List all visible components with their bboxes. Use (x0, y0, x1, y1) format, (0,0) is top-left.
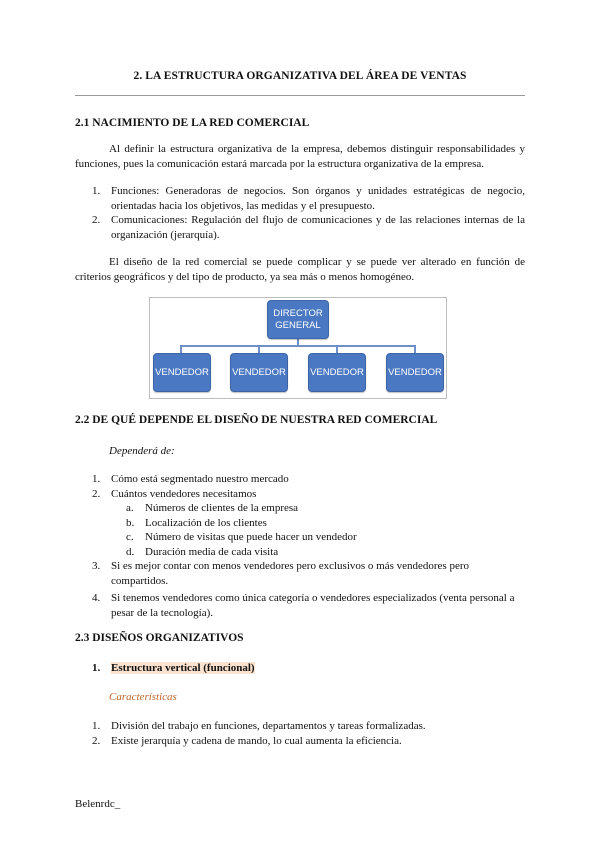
list-item-text: División del trabajo en funciones, departamentos y tareas formalizadas. (111, 720, 426, 732)
section-2-3-subheading (92, 661, 525, 676)
list-item-number: 3. (92, 560, 101, 572)
list-item-number: 4. (92, 592, 101, 604)
org-chart (149, 297, 447, 399)
connector-line (180, 345, 182, 353)
sub-list-item (126, 530, 525, 545)
list-item (92, 719, 525, 734)
list-item-number: 2. (92, 214, 101, 226)
sub-list-item-letter: d. (126, 545, 135, 558)
sub-list-item-text: Duración media de cada visita (145, 545, 279, 558)
list-item-text: Funciones: Generadoras de negocios. Son órganos y unidades estratégicas de negocio, orientadas hacia los objetivos, las medidas y el presupuesto. (111, 185, 525, 212)
connector-line (258, 345, 260, 353)
caracteristicas-label: Características (109, 691, 177, 703)
sub-list-item-letter: c. (126, 531, 134, 543)
section-heading-2-1: 2.1 NACIMIENTO DE LA RED COMERCIAL (75, 117, 310, 129)
org-box-vendedor: VENDEDOR (230, 353, 288, 392)
list-item (92, 661, 525, 676)
list-item-number: 1. (92, 473, 101, 485)
sub-list-item-text: Localización de los clientes (145, 516, 267, 529)
org-box-vendedor: VENDEDOR (153, 353, 211, 392)
list-item (92, 591, 525, 620)
list-item (92, 734, 525, 749)
list-item-text: Comunicaciones: Regulación del flujo de comunicaciones y de las relaciones internas de la organización (jerarquía). (111, 214, 525, 241)
list-item (92, 213, 525, 242)
connector-line (414, 345, 416, 353)
list-item-number: 2. (92, 487, 101, 500)
section-2-1-paragraph: El diseño de la red comercial se puede complicar y se puede ver alterado en función de criterios geográficos y del tipo de producto, ya sea más o menos homogéneo. (75, 256, 525, 283)
list-item-text: Si es mejor contar con menos vendedores pero exclusivos o más vendedores pero compartidos. (111, 560, 470, 587)
highlighted-subheading: Estructura vertical (funcional) (111, 662, 255, 674)
sub-list-item (126, 545, 525, 560)
list-item (92, 559, 525, 588)
list-item-text: Existe jerarquía y cadena de mando, lo cual aumenta la eficiencia. (111, 734, 402, 747)
sub-list-item-letter: b. (126, 516, 135, 529)
list-item-number: 1. (92, 185, 101, 197)
section-heading-2-3: 2.3 DISEÑOS ORGANIZATIVOS (75, 632, 244, 644)
list-item-number: 1. (92, 720, 101, 732)
list-item-text: Cómo está segmentado nuestro mercado (111, 473, 289, 485)
section-2-1-intro: Al definir la estructura organizativa de la empresa, debemos distinguir responsabilidades y funciones, pues la comunicación estará marcada por la estructura organizativa de la empresa. (75, 143, 525, 170)
sub-list-item-text: Números de clientes de la empresa (145, 502, 299, 514)
list-item-text: Cuántos vendedores necesitamos (111, 487, 257, 500)
list-item-number: 2. (92, 734, 101, 747)
list-item (92, 184, 525, 213)
section-heading-2-2: 2.2 DE QUÉ DEPENDE EL DISEÑO DE NUESTRA RED COMERCIAL (75, 414, 438, 426)
document-title: 2. LA ESTRUCTURA ORGANIZATIVA DEL ÁREA DE VENTAS (133, 70, 467, 82)
list-item-text: Si tenemos vendedores como única categoría o vendedores especializados (venta personal a pesar de la tecnología). (111, 592, 515, 619)
section-2-2-list (92, 472, 525, 620)
connector-line (180, 345, 416, 347)
sub-list-item-letter: a. (126, 502, 134, 514)
org-box-vendedor: VENDEDOR (386, 353, 444, 392)
list-item (92, 472, 525, 487)
sub-list (92, 501, 525, 559)
org-box-director: DIRECTOR GENERAL (267, 300, 329, 339)
section-2-2-intro: Dependerá de: (109, 445, 175, 457)
sub-list-item (126, 501, 525, 516)
connector-line (336, 345, 338, 353)
list-item (92, 487, 525, 502)
section-2-3-list (92, 719, 525, 748)
title-divider (75, 95, 525, 96)
sub-list-item-text: Número de visitas que puede hacer un vendedor (145, 531, 357, 543)
sub-list-item (126, 516, 525, 531)
list-item-number: 1. (92, 662, 101, 674)
footer-author: Belenrdc_ (75, 798, 121, 810)
org-box-vendedor: VENDEDOR (308, 353, 366, 392)
section-2-1-list (92, 184, 525, 242)
